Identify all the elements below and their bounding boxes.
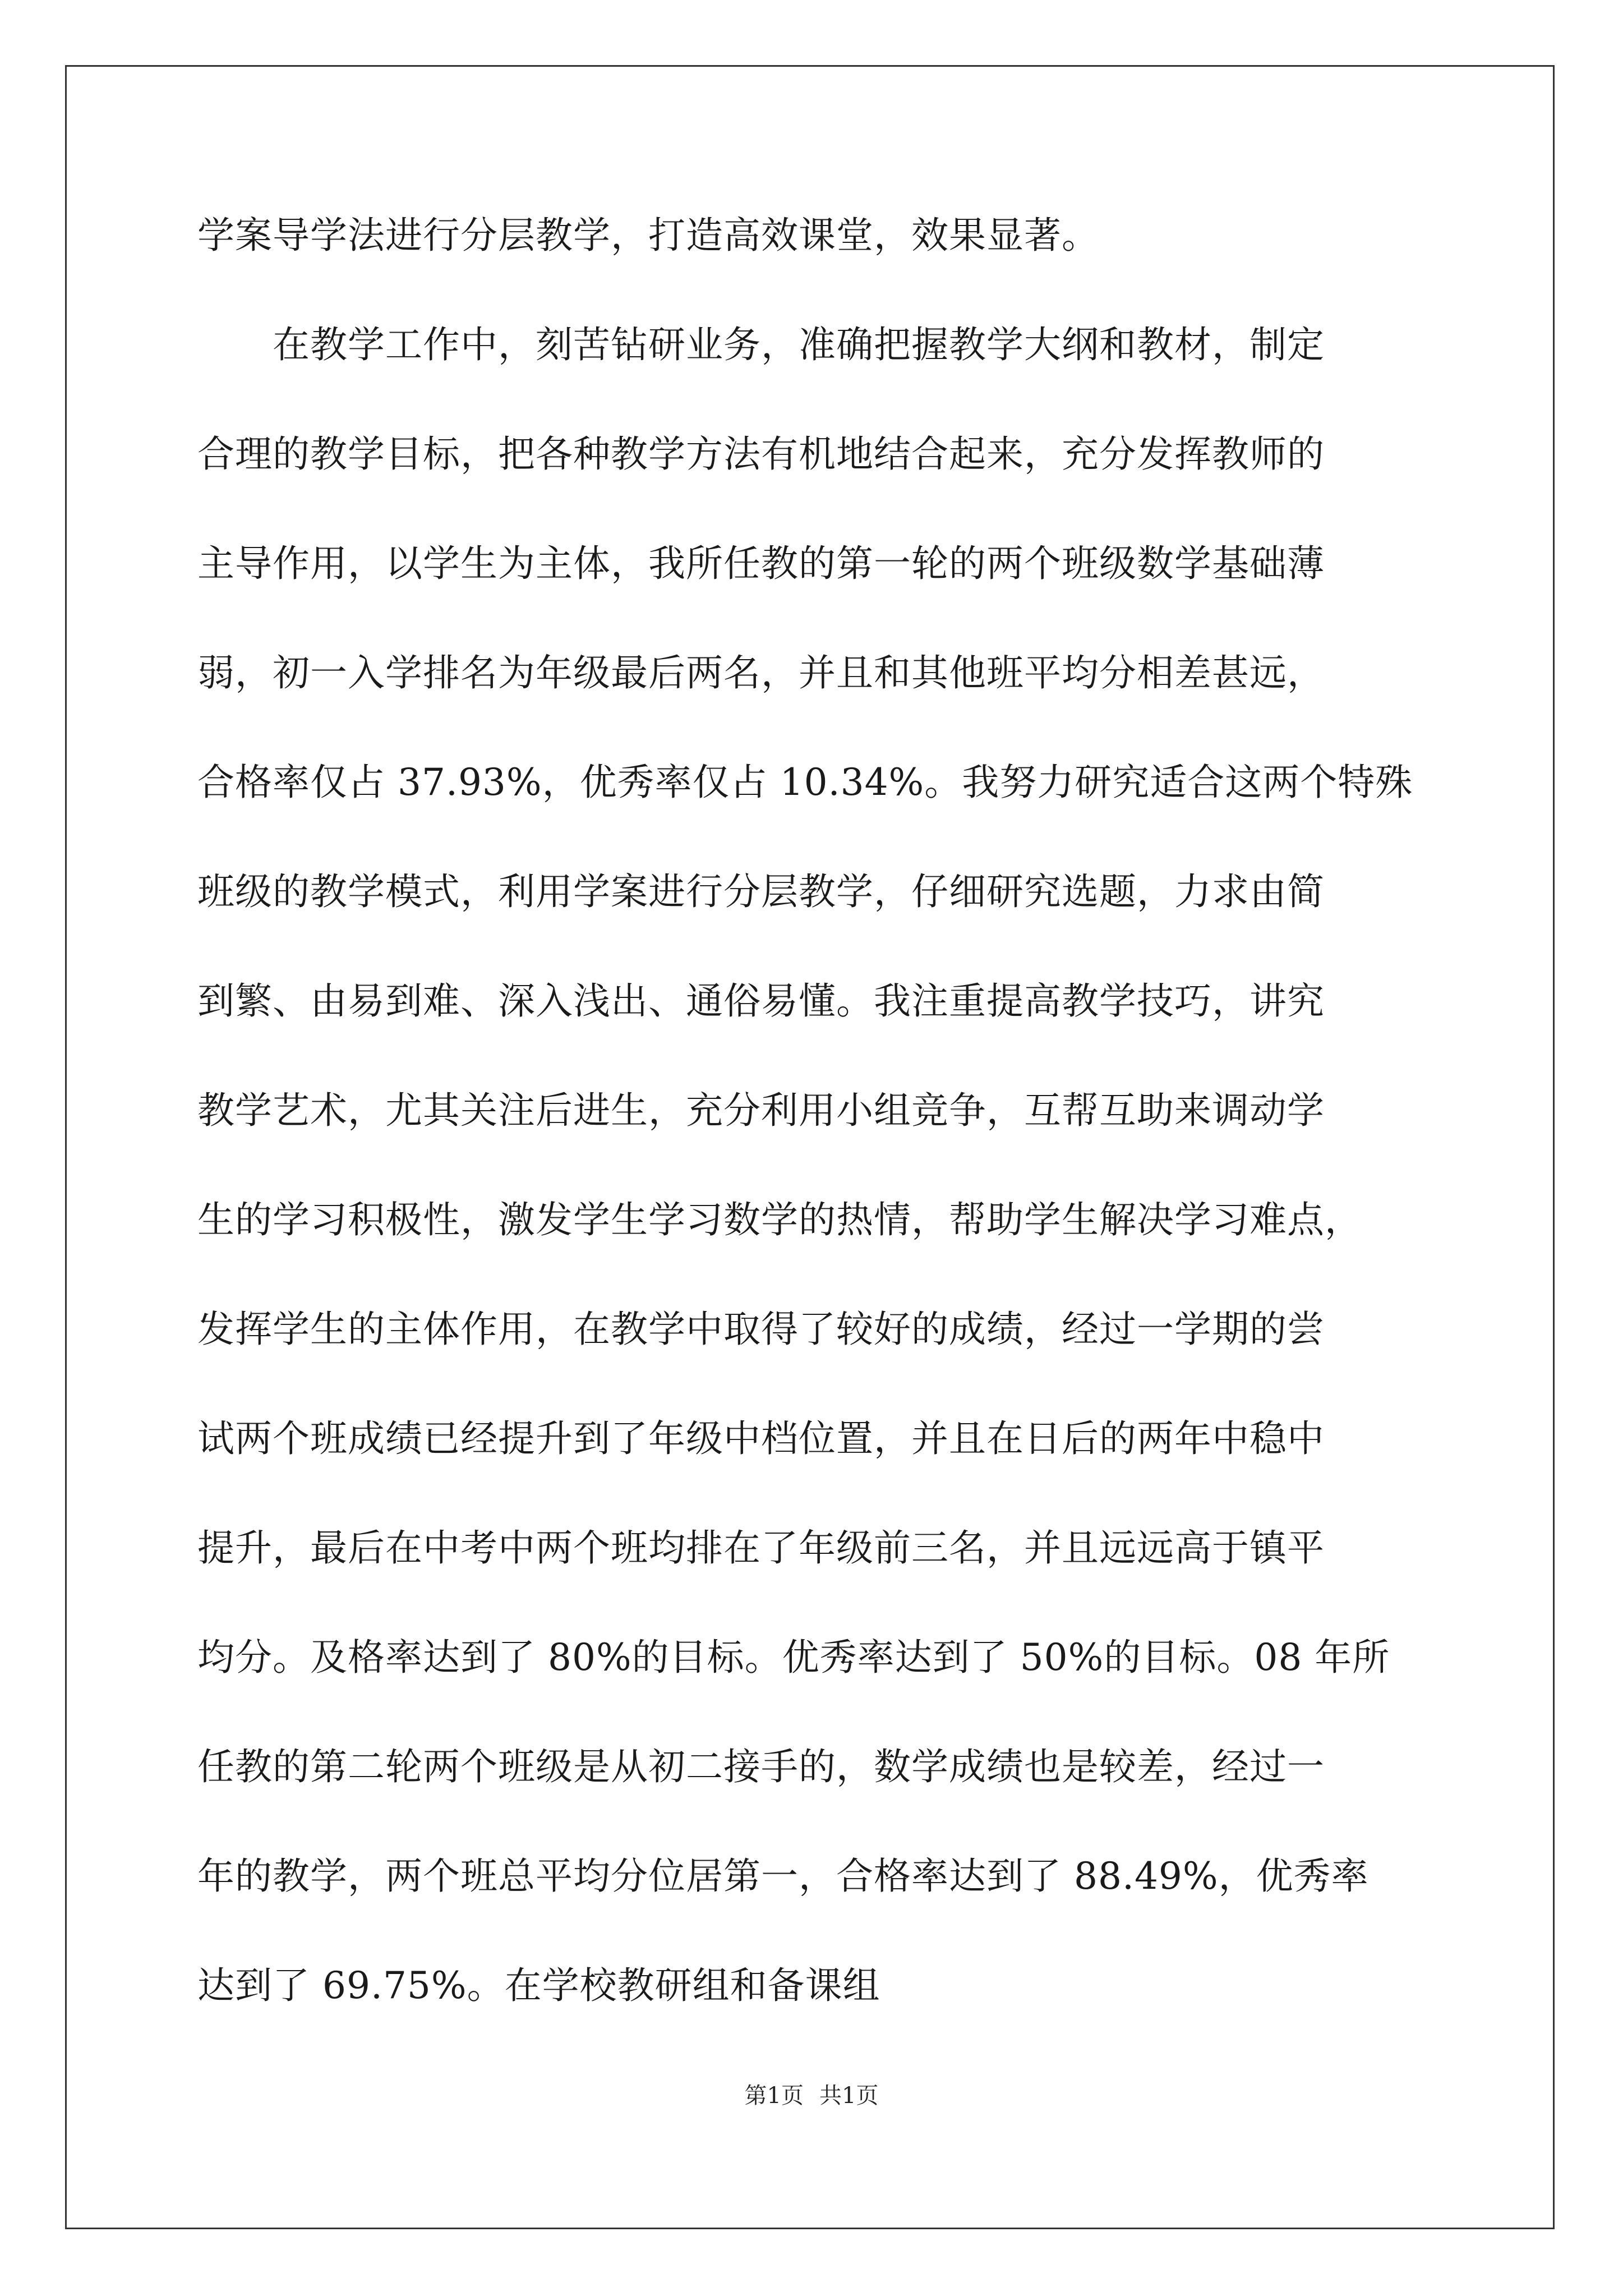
page-border (65, 65, 1555, 2229)
text-line: 达到了 69.75%。在学校教研组和备课组 (197, 1964, 880, 2007)
text-line: 发挥学生的主体作用，在教学中取得了较好的成绩，经过一学期的尝 (197, 1308, 1325, 1351)
text-line: 班级的教学模式，利用学案进行分层教学，仔细研究选题，力求由简 (197, 870, 1325, 913)
text-line: 均分。及格率达到了 80%的目标。优秀率达到了 50%的目标。08 年所 (197, 1636, 1390, 1679)
page-number: 第1页 (744, 2083, 804, 2109)
text-line: 主导作用，以学生为主体，我所任教的第一轮的两个班级数学基础薄 (197, 542, 1325, 585)
page-count: 共1页 (819, 2083, 879, 2109)
text-line: 在教学工作中，刻苦钻研业务，准确把握教学大纲和教材，制定 (197, 323, 1325, 366)
text-line: 合理的教学目标，把各种教学方法有机地结合起来，充分发挥教师的 (197, 432, 1325, 476)
text-line: 生的学习积极性，激发学生学习数学的热情，帮助学生解决学习难点， (197, 1198, 1362, 1241)
text-line: 教学艺术，尤其关注后进生，充分利用小组竞争，互帮互助来调动学 (197, 1089, 1325, 1132)
text-line: 提升，最后在中考中两个班均排在了年级前三名，并且远远高于镇平 (197, 1526, 1325, 1570)
text-line: 年的教学，两个班总平均分位居第一，合格率达到了 88.49%，优秀率 (197, 1855, 1369, 1898)
page-footer (0, 2080, 1623, 2111)
text-line: 合格率仅占 37.93%，优秀率仅占 10.34%。我努力研究适合这两个特殊 (197, 761, 1413, 804)
text-line: 弱，初一入学排名为年级最后两名，并且和其他班平均分相差甚远， (197, 651, 1325, 694)
text-line: 任教的第二轮两个班级是从初二接手的，数学成绩也是较差，经过一 (197, 1745, 1325, 1788)
text-line: 到繁、由易到难、深入浅出、通俗易懂。我注重提高教学技巧，讲究 (197, 979, 1325, 1023)
text-line: 试两个班成绩已经提升到了年级中档位置，并且在日后的两年中稳中 (197, 1417, 1325, 1460)
text-line: 学案导学法进行分层教学，打造高效课堂，效果显著。 (197, 214, 1099, 257)
